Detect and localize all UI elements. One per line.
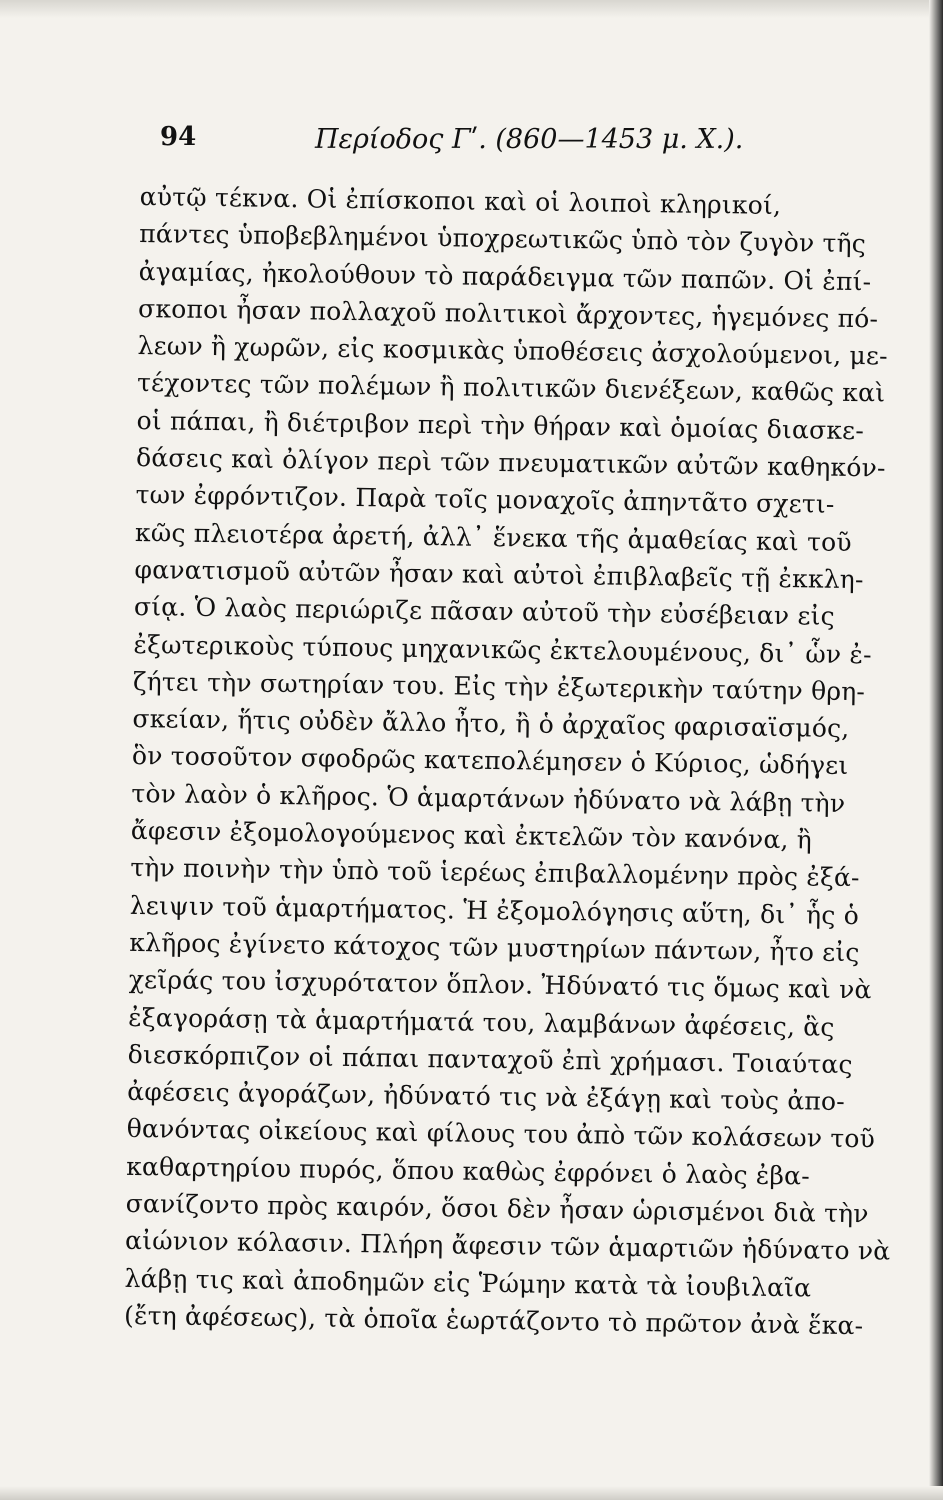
text-line: αὐτῷ τέκνα. Οἱ ἐπίσκοποι καὶ οἱ λοιποὶ κληρικοί, bbox=[139, 181, 782, 220]
text-line: ἄφεσιν ἐξομολογούμενος καὶ ἐκτελῶν τὸν κανόνα, ἢ bbox=[130, 815, 813, 855]
page-header bbox=[160, 112, 800, 162]
text-line: ἀγαμίας, ἠκολούθουν τὸ παράδειγμα τῶν παπῶν. Οἱ ἐπί- bbox=[138, 256, 872, 296]
text-line: θανόντας οἰκείους καὶ φίλους του ἀπὸ τῶν κολάσεων τοῦ bbox=[126, 1114, 876, 1154]
page-edge-right bbox=[929, 0, 943, 1500]
text-line: οἱ πάπαι, ἢ διέτριβον περὶ τὴν θήραν καὶ ὁμοίας διασκε- bbox=[136, 405, 865, 445]
text-line: καθαρτηρίου πυρός, ὅπου καθὼς ἐφρόνει ὁ λαὸς ἐβα- bbox=[125, 1151, 811, 1191]
text-line: λάβῃ τις καὶ ἀποδημῶν εἰς Ῥώμην κατὰ τὰ ἰουβιλαῖα bbox=[124, 1263, 812, 1303]
running-head: Περίοδος Γʹ. (860—1453 μ. Χ.). bbox=[315, 124, 744, 155]
text-line: σκοποι ἦσαν πολλαχοῦ πολιτικοὶ ἄρχοντες, ἡγεμόνες πό- bbox=[137, 293, 879, 334]
text-line: σκείαν, ἥτις οὐδὲν ἄλλο ἦτο, ἢ ὁ ἀρχαῖος φαρισαϊσμός, bbox=[132, 704, 850, 744]
text-line: (ἔτη ἀφέσεως), τὰ ὁποῖα ἑωρτάζοντο τὸ πρῶτον ἀνὰ ἕκα- bbox=[123, 1300, 864, 1341]
text-line: ζήτει τὴν σωτηρίαν του. Εἰς τὴν ἐξωτερικὴν ταύτην θρη- bbox=[132, 666, 866, 707]
text-line: λεων ἢ χωρῶν, εἰς κοσμικὰς ὑποθέσεις ἀσχολούμενοι, με- bbox=[137, 331, 888, 371]
body-text bbox=[123, 178, 891, 1344]
text-line: τὸν λαὸν ὁ κλῆρος. Ὁ ἁμαρτάνων ἠδύνατο νὰ λάβῃ τὴν bbox=[131, 778, 846, 818]
page-edge-top bbox=[0, 0, 943, 18]
text-line: πάντες ὑποβεβλημένοι ὑποχρεωτικῶς ὑπὸ τὸν ζυγὸν τῆς bbox=[139, 219, 867, 259]
text-line: δάσεις καὶ ὀλίγον περὶ τῶν πνευματικῶν αὐτῶν καθηκόν- bbox=[135, 443, 886, 483]
text-line: σίᾳ. Ὁ λαὸς περιώριζε πᾶσαν αὐτοῦ τὴν εὐσέβειαν εἰς bbox=[133, 592, 835, 632]
text-line: φανατισμοῦ αὐτῶν ἦσαν καὶ αὐτοὶ ἐπιβλαβεῖς τῇ ἐκκλη- bbox=[134, 554, 864, 595]
text-line: ἀφέσεις ἀγοράζων, ἠδύνατό τις νὰ ἐξάγῃ καὶ τοὺς ἀπο- bbox=[127, 1077, 846, 1117]
text-line: ὃν τοσοῦτον σφοδρῶς κατεπολέμησεν ὁ Κύριος, ὡδήγει bbox=[131, 741, 849, 781]
text-line: διεσκόρπιζον οἱ πάπαι πανταχοῦ ἐπὶ χρήμασι. Τοιαύτας bbox=[127, 1039, 853, 1079]
page-edge-bottom bbox=[0, 1486, 943, 1500]
text-line: τὴν ποινὴν τὴν ὑπὸ τοῦ ἱερέως ἐπιβαλλομένην πρὸς ἐξά- bbox=[130, 853, 860, 893]
text-line: σανίζοντο πρὸς καιρόν, ὅσοι δὲν ἦσαν ὡρισμένοι διὰ τὴν bbox=[125, 1188, 869, 1229]
text-line: κλῆρος ἐγίνετο κάτοχος τῶν μυστηρίων πάντων, ἦτο εἰς bbox=[129, 927, 860, 968]
text-line: τέχοντες τῶν πολέμων ἢ πολιτικῶν διενέξεων, καθῶς καὶ bbox=[136, 368, 886, 408]
text-line: ἐξωτερικοὺς τύπους μηχανικῶς ἐκτελουμένους, δι᾽ ὧν ἐ- bbox=[133, 629, 872, 669]
text-line: των ἐφρόντιζον. Παρὰ τοῖς μοναχοῖς ἀπηντᾶτο σχετι- bbox=[135, 480, 835, 520]
text-line: ἐξαγοράσῃ τὰ ἁμαρτήματά του, λαμβάνων ἀφέσεις, ἃς bbox=[128, 1002, 835, 1042]
text-line: αἰώνιον κόλασιν. Πλήρη ἄφεσιν τῶν ἁμαρτιῶν ἠδύνατο νὰ bbox=[124, 1226, 891, 1266]
text-line: κῶς πλειοτέρα ἀρετή, ἀλλ᾽ ἕνεκα τῆς ἀμαθείας καὶ τοῦ bbox=[134, 517, 852, 557]
text-line: λειψιν τοῦ ἁμαρτήματος. Ἡ ἐξομολόγησις αὕτη, δι᾽ ἧς ὁ bbox=[129, 890, 860, 930]
page-number: 94 bbox=[160, 122, 197, 152]
text-line: χεῖράς του ἰσχυρότατον ὅπλον. Ἠδύνατό τις ὅμως καὶ νὰ bbox=[128, 965, 872, 1005]
